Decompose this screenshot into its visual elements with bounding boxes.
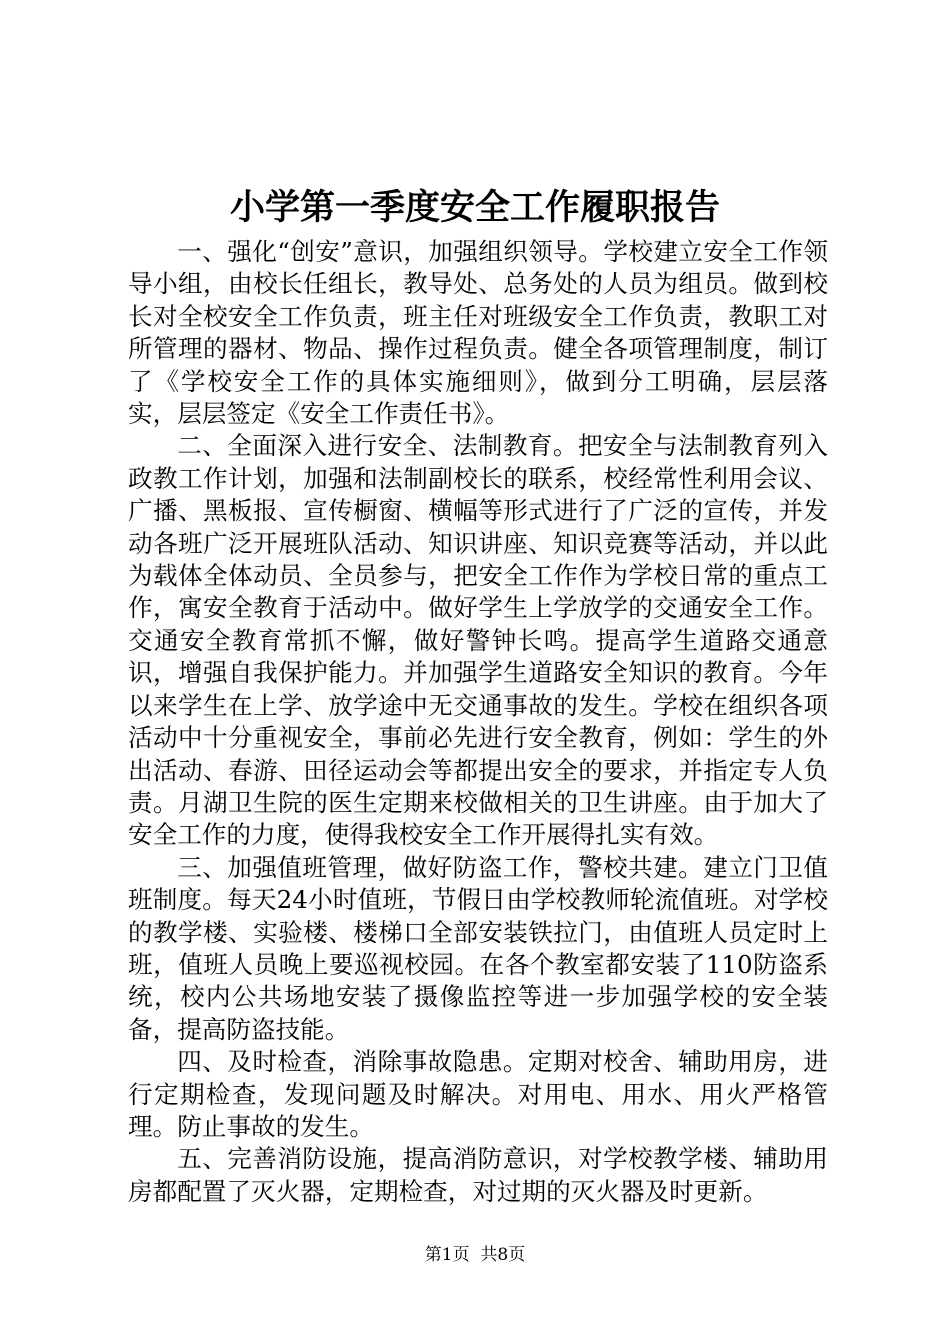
page-number: 第1页: [424, 1245, 470, 1265]
document-title: 小学第一季度安全工作履职报告: [229, 187, 720, 228]
document-body: [128, 236, 828, 1208]
page-footer: [0, 1244, 950, 1266]
paragraph-1: 一、强化“创安”意识，加强组织领导。学校建立安全工作领导小组，由校长任组长，教导处、总务处的人员为组员。做到校长对全校安全工作负责，班主任对班级安全工作负责，教职工对所管理的器材、物品、操作过程负责。健全各项管理制度，制订了《学校安全工作的具体实施细则》，做到分工明确，层层落实，层层签定《安全工作责任书》。: [128, 237, 828, 429]
paragraph-4: 四、及时检查，消除事故隐患。定期对校舍、辅助用房，进行定期检查，发现问题及时解决。对用电、用水、用火严格管理。防止事故的发生。: [128, 1047, 828, 1141]
paragraph-3: 三、加强值班管理，做好防盗工作，警校共建。建立门卫值班制度。每天24小时值班，节假日由学校教师轮流值班。对学校的教学楼、实验楼、楼梯口全部安装铁拉门，由值班人员定时上班，值班人员晚上要巡视校园。在各个教室都安装了110防盗系统，校内公共场地安装了摄像监控等进一步加强学校的安全装备，提高防盗技能。: [128, 852, 828, 1044]
paragraph-2: 二、全面深入进行安全、法制教育。把安全与法制教育列入政教工作计划，加强和法制副校长的联系，校经常性利用会议、广播、黑板报、宣传橱窗、横幅等形式进行了广泛的宣传，并发动各班广泛开展班队活动、知识讲座、知识竞赛等活动，并以此为载体全体动员、全员参与，把安全工作作为学校日常的重点工作，寓安全教育于活动中。做好学生上学放学的交通安全工作。交通安全教育常抓不懈，做好警钟长鸣。提高学生道路交通意识，增强自我保护能力。并加强学生道路安全知识的教育。今年以来学生在上学、放学途中无交通事故的发生。学校在组织各项活动中十分重视安全，事前必先进行安全教育，例如：学生的外出活动、春游、田径运动会等都提出安全的要求，并指定专人负责。月湖卫生院的医生定期来校做相关的卫生讲座。由于加大了安全工作的力度，使得我校安全工作开展得扎实有效。: [128, 431, 828, 850]
paragraph-5: 五、完善消防设施，提高消防意识，对学校教学楼、辅助用房都配置了灭火器，定期检查，对过期的灭火器及时更新。: [128, 1144, 828, 1206]
page-total: 共8页: [480, 1245, 526, 1265]
